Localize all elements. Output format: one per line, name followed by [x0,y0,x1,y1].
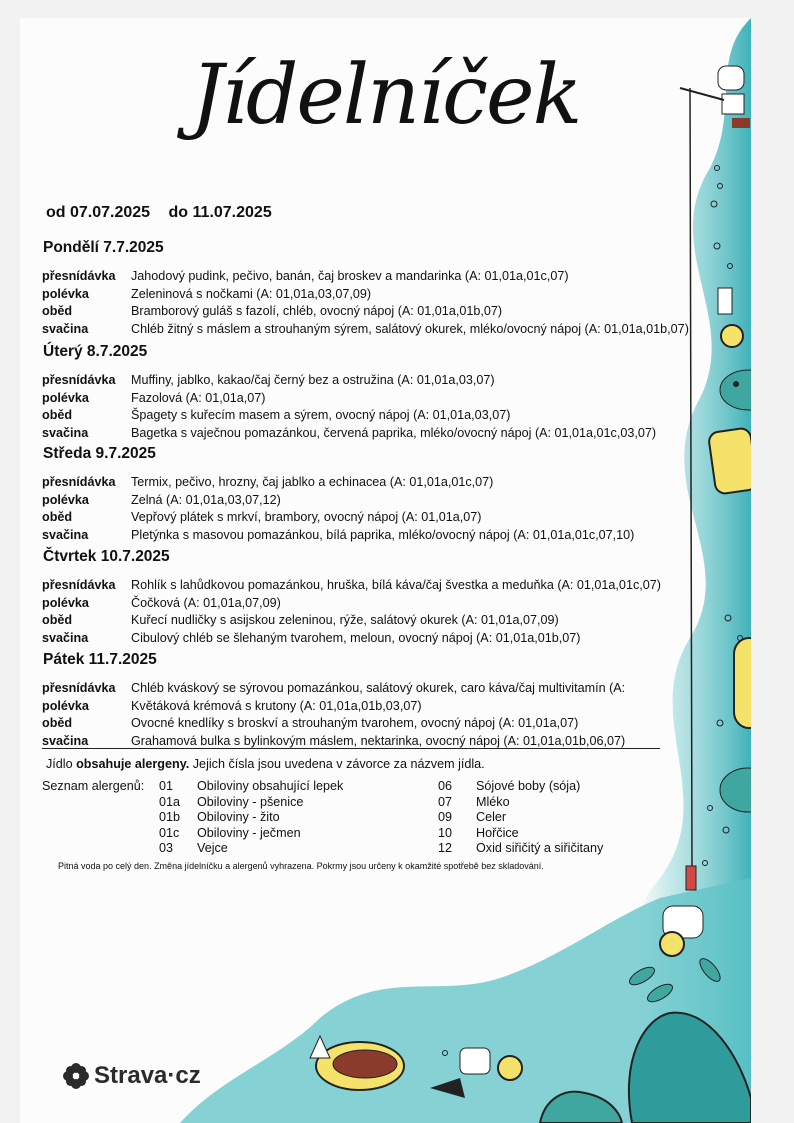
meal-text: Ovocné knedlíky s broskví a strouhaným tvarohem, ovocný nápoj (A: 01,01a,07) [131,716,579,730]
meal-text: Jahodový pudink, pečivo, banán, čaj broskev a mandarinka (A: 01,01a,01c,07) [131,269,569,283]
meal-label: oběd [42,304,73,318]
meal-row [42,528,634,542]
meal-label: polévka [42,286,89,301]
page-title: Jídelníček [190,48,581,143]
meal-label: polévka [42,492,89,507]
meal-label: polévka [42,595,89,610]
meal-text: Fazolová (A: 01,01a,07) [131,390,266,405]
meal-row [42,322,689,336]
sea-illustration [20,18,751,1123]
allergen-name: Obiloviny - pšenice [197,794,304,809]
meal-label: oběd [42,613,73,627]
allergen-list-label: Seznam alergenů: [42,779,145,793]
date-from: od 07.07.2025 [46,204,151,221]
meal-text: Bagetka s vaječnou pomazánkou, červená paprika, mléko/ovocný nápoj (A: 01,01a,01c,03,07) [131,425,657,440]
day-heading: Čtvrtek 10.7.2025 [43,548,170,565]
allergen-name: Obiloviny - žito [197,810,280,824]
date-to: do 11.07.2025 [168,204,272,221]
meal-row [42,408,510,422]
allergen-item [438,795,510,809]
meal-row [42,287,371,301]
allergen-item [159,795,303,809]
allergen-item [159,841,228,855]
meal-row [42,426,656,440]
flower-icon [62,1062,90,1090]
allergen-item [438,810,506,824]
meal-text: Muffiny, jablko, kakao/čaj černý bez a ostružina (A: 01,01a,03,07) [131,373,495,387]
allergen-name: Hořčice [476,825,519,840]
meal-text: Termix, pečivo, hrozny, čaj jablko a echinacea (A: 01,01a,01c,07) [131,475,494,489]
footer-note: Pitná voda po celý den. Změna jídelníčku a alergenů vyhrazena. Pokrmy jsou určeny k okamžité spotřebě bez skladování. [58,861,544,871]
allergen-item [438,826,519,840]
day-heading: Středa 9.7.2025 [43,445,156,462]
meal-label: svačina [42,733,89,748]
meal-label: přesnídávka [42,269,116,283]
date-range [46,204,286,222]
allergen-code: 10 [438,825,453,840]
meal-text: Vepřový plátek s mrkví, brambory, ovocný nápoj (A: 01,01a,07) [131,510,482,524]
allergen-code: 12 [438,841,453,855]
meal-row [42,578,661,592]
meal-row [42,596,281,610]
allergen-name: Vejce [197,841,228,855]
allergen-note [46,757,485,771]
meal-label: přesnídávka [42,373,116,387]
allergen-note-bold: obsahuje alergeny. [76,757,190,771]
menu-sheet [20,18,751,1123]
meal-label: přesnídávka [42,681,116,695]
day-heading: Úterý 8.7.2025 [43,343,148,360]
sardine-can-icon [708,427,751,494]
meal-label: svačina [42,630,89,645]
meal-row [42,699,422,713]
lemon-icon [734,638,751,728]
meal-row [42,510,481,524]
meal-row [42,304,502,318]
meal-label: oběd [42,510,73,524]
meal-row [42,391,265,405]
meal-label: přesnídávka [42,475,116,489]
day-heading: Pondělí 7.7.2025 [43,239,164,256]
meal-label: polévka [42,390,89,405]
meal-text: Čočková (A: 01,01a,07,09) [131,595,281,610]
meal-label: svačina [42,527,89,542]
day-heading: Pátek 11.7.2025 [43,651,157,668]
allergen-code: 01b [159,810,181,824]
allergen-name: Obiloviny obsahující lepek [197,779,344,793]
allergen-name: Oxid siřičitý a siřičitany [476,841,604,855]
meal-text: Rohlík s lahůdkovou pomazánkou, hruška, bílá káva/čaj švestka a meduňka (A: 01,01a,01c,07) [131,578,661,592]
meal-text: Zeleninová s nočkami (A: 01,01a,03,07,09) [131,286,372,301]
meal-row [42,613,559,627]
meal-label: oběd [42,716,73,730]
allergen-item [159,826,301,840]
allergen-code: 01c [159,825,180,840]
meal-label: oběd [42,408,73,422]
meal-row [42,734,625,748]
allergen-code: 06 [438,779,453,793]
meal-row [42,269,569,283]
allergen-code: 01a [159,794,181,809]
meal-label: svačina [42,321,89,336]
meal-text: Kuřecí nudličky s asijskou zeleninou, rýže, salátový okurek (A: 01,01a,07,09) [131,613,559,627]
allergen-item [438,779,580,793]
meal-text: Květáková krémová s krutony (A: 01,01a,01b,03,07) [131,698,422,713]
meal-text: Grahamová bulka s bylinkovým máslem, nektarinka, ovocný nápoj (A: 01,01a,01b,06,07) [131,733,626,748]
logo-text: Strava·cz [94,1062,201,1089]
allergen-name: Celer [476,810,507,824]
allergen-name: Obiloviny - ječmen [197,825,301,840]
meal-row [42,716,578,730]
meal-text: Chléb žitný s máslem a strouhaným sýrem, salátový okurek, mléko/ovocný nápoj (A: 01,01a,01b,07) [131,321,689,336]
allergen-name: Sójové boby (sója) [476,779,581,793]
allergen-note-suffix: Jejich čísla jsou uvedena v závorce za názvem jídla. [189,757,485,771]
allergen-note-prefix: Jídlo [46,757,77,771]
allergen-code: 03 [159,841,174,855]
meal-text: Chléb kváskový se sýrovou pomazánkou, salátový okurek, caro káva/čaj multivitamín (A: [131,681,626,695]
allergen-item [438,841,603,855]
meal-text: Pletýnka s masovou pomazánkou, bílá paprika, mléko/ovocný nápoj (A: 01,01a,01c,07,10) [131,527,635,542]
meal-label: přesnídávka [42,578,116,592]
meal-text: Cibulový chléb se šlehaným tvarohem, meloun, ovocný nápoj (A: 01,01a,01b,07) [131,630,581,645]
meal-row [42,493,281,507]
divider [42,748,660,749]
allergen-code: 01 [159,779,174,793]
meal-label: polévka [42,698,89,713]
meal-text: Špagety s kuřecím masem a sýrem, ovocný nápoj (A: 01,01a,03,07) [131,408,511,422]
meal-row [42,475,493,489]
meal-row [42,631,580,645]
meal-label: svačina [42,425,89,440]
meal-text: Zelná (A: 01,01a,03,07,12) [131,492,281,507]
meal-row [42,681,625,695]
meal-row [42,373,495,387]
meal-text: Bramborový guláš s fazolí, chléb, ovocný nápoj (A: 01,01a,01b,07) [131,304,503,318]
allergen-item [159,810,280,824]
strava-logo [62,1062,201,1090]
allergen-item [159,779,343,793]
allergen-code: 09 [438,810,453,824]
allergen-code: 07 [438,794,453,809]
allergen-name: Mléko [476,794,510,809]
